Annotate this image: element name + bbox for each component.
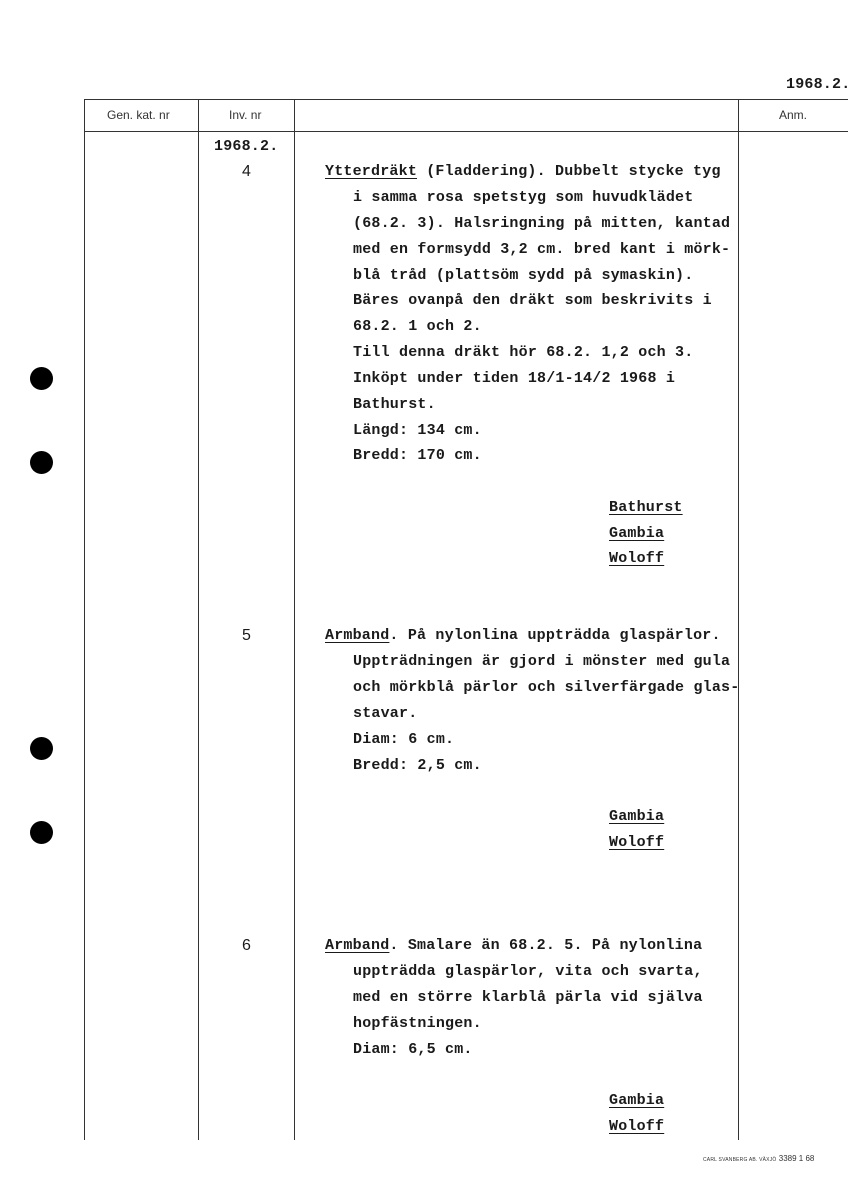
entry-text: Inköpt under tiden 18/1-14/2 1968 i xyxy=(353,370,676,387)
header-gen-kat-nr: Gen. kat. nr xyxy=(107,108,170,122)
entry-tag-people: Woloff xyxy=(609,550,665,567)
column-divider xyxy=(198,99,199,1140)
entry-text: uppträdda glaspärlor, vita och svarta, xyxy=(353,963,703,980)
entry-text: (Fladdering). Dubbelt stycke tyg xyxy=(417,163,721,180)
entry-text: Diam: 6 cm. xyxy=(353,731,455,748)
entry-text: Längd: 134 cm. xyxy=(353,422,482,439)
entry-text: hopfästningen. xyxy=(353,1015,482,1032)
page-reference: 1968.2. xyxy=(786,76,851,93)
punch-hole xyxy=(30,451,53,474)
table-left-border xyxy=(84,99,85,1140)
entry-text: med en större klarblå pärla vid själva xyxy=(353,989,703,1006)
printer-name: CARL SVANBERG AB. VÄXJÖ xyxy=(703,1157,777,1163)
entry-tag-people: Woloff xyxy=(609,1118,665,1135)
entry-tag-country: Gambia xyxy=(609,525,665,542)
header-anm: Anm. xyxy=(779,108,808,122)
entry-text: och mörkblå pärlor och silverfärgade glas- xyxy=(353,679,740,696)
entry-text: Bathurst. xyxy=(353,396,436,413)
entry-text: Bredd: 2,5 cm. xyxy=(353,757,482,774)
header-inv-nr: Inv. nr xyxy=(229,108,262,122)
punch-hole xyxy=(30,737,53,760)
entry-text: blå tråd (plattsöm sydd på symaskin). xyxy=(353,267,694,284)
entry-first-line xyxy=(325,627,721,644)
entry-title: Armband xyxy=(325,937,390,954)
entry-text: Bäres ovanpå den dräkt som beskrivits i xyxy=(353,292,712,309)
entry-text: med en formsydd 3,2 cm. bred kant i mörk- xyxy=(353,241,731,258)
entry-tag-country: Gambia xyxy=(609,1092,665,1109)
entry-first-line xyxy=(325,163,721,180)
printer-footer xyxy=(703,1154,814,1163)
entry-text: Bredd: 170 cm. xyxy=(353,447,482,464)
entry-first-line xyxy=(325,937,702,954)
entry-title: Ytterdräkt xyxy=(325,163,418,180)
entry-text: stavar. xyxy=(353,705,418,722)
entry-text: Uppträdningen är gjord i mönster med gula xyxy=(353,653,731,670)
entry-number: 6 xyxy=(242,937,251,954)
entry-text: i samma rosa spetstyg som huvudklädet xyxy=(353,189,694,206)
column-divider xyxy=(294,99,295,1140)
entry-title: Armband xyxy=(325,627,390,644)
form-code: 3389 1 68 xyxy=(778,1154,815,1163)
entry-text: (68.2. 3). Halsringning på mitten, kantad xyxy=(353,215,731,232)
punch-hole xyxy=(30,367,53,390)
entry-tag-country: Gambia xyxy=(609,808,665,825)
entry-text: . Smalare än 68.2. 5. På nylonlina xyxy=(389,937,703,954)
entry-text: . På nylonlina uppträdda glaspärlor. xyxy=(389,627,721,644)
entry-number: 4 xyxy=(242,163,251,180)
entry-text: Till denna dräkt hör 68.2. 1,2 och 3. xyxy=(353,344,694,361)
entry-text: Diam: 6,5 cm. xyxy=(353,1041,473,1058)
entry-tag-place: Bathurst xyxy=(609,499,683,516)
column-divider xyxy=(738,99,739,1140)
punch-hole xyxy=(30,821,53,844)
entry-text: 68.2. 1 och 2. xyxy=(353,318,482,335)
entry-number: 5 xyxy=(242,627,251,644)
inv-series-label: 1968.2. xyxy=(214,138,279,155)
entry-tag-people: Woloff xyxy=(609,834,665,851)
